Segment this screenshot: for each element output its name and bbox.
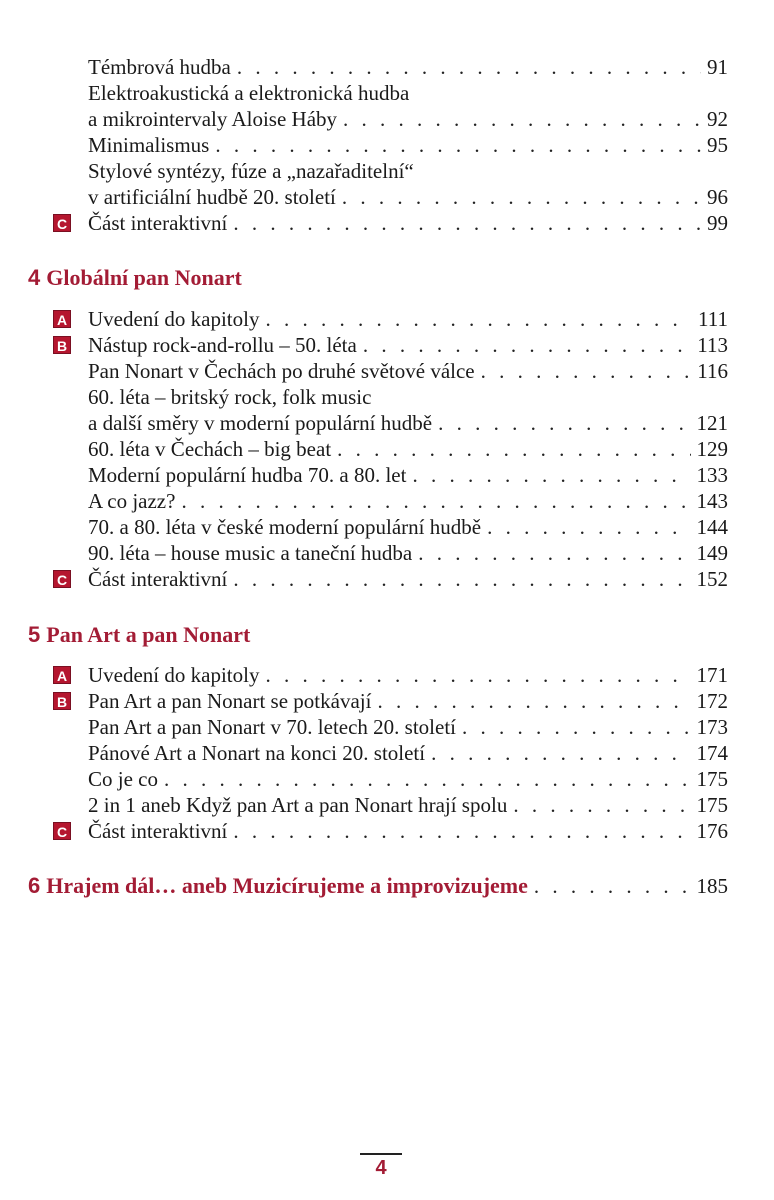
entry-title: Uvedení do kapitoly xyxy=(88,307,260,331)
dot-leader xyxy=(363,332,691,358)
section-c-badge: C xyxy=(53,214,71,232)
entry-title-line: 60. léta – britský rock, folk music xyxy=(88,385,372,409)
dot-leader xyxy=(343,106,701,132)
toc-entry xyxy=(88,436,728,462)
chapter-heading xyxy=(28,621,250,649)
dot-leader xyxy=(462,714,690,740)
entry-page: 95 xyxy=(707,133,728,157)
dot-leader xyxy=(233,818,690,844)
entry-page: 92 xyxy=(707,107,728,131)
toc-entry xyxy=(88,740,728,766)
dot-leader xyxy=(237,54,701,80)
chapter-heading xyxy=(28,264,242,292)
entry-title: Pan Nonart v Čechách po druhé světové válce xyxy=(88,359,475,383)
entry-page: 176 xyxy=(696,819,728,843)
toc-entry xyxy=(88,566,728,592)
section-b-badge: B xyxy=(53,692,71,710)
chapter-heading-entry xyxy=(28,872,728,900)
dot-leader xyxy=(337,436,690,462)
toc-entry xyxy=(88,488,728,514)
entry-title: Pánové Art a Nonart na konci 20. století xyxy=(88,741,426,765)
dot-leader xyxy=(377,688,690,714)
toc-entry xyxy=(88,332,728,358)
entry-page: 173 xyxy=(696,715,728,739)
footer-rule xyxy=(360,1153,402,1155)
entry-title: 2 in 1 aneb Když pan Art a pan Nonart hrají spolu xyxy=(88,793,508,817)
section-b-badge: B xyxy=(53,336,71,354)
dot-leader xyxy=(181,488,690,514)
toc-entry xyxy=(88,766,728,792)
toc-entry xyxy=(88,54,728,80)
section-a-badge: A xyxy=(53,310,71,328)
entry-page: 143 xyxy=(696,489,728,513)
dot-leader xyxy=(265,306,692,332)
toc-entry xyxy=(88,462,728,488)
dot-leader xyxy=(534,872,691,900)
dot-leader xyxy=(487,514,690,540)
toc-entry xyxy=(88,210,728,236)
chapter-number: 4 xyxy=(28,265,41,290)
section-a-badge: A xyxy=(53,666,71,684)
toc-entry xyxy=(88,662,728,688)
section-c-badge: C xyxy=(53,570,71,588)
page-number: 4 xyxy=(375,1157,387,1179)
entry-title: Pan Art a pan Nonart v 70. letech 20. století xyxy=(88,715,457,739)
toc-entry xyxy=(88,132,728,158)
dot-leader xyxy=(342,184,701,210)
entry-page: 111 xyxy=(698,307,728,331)
entry-page: 185 xyxy=(696,874,728,898)
entry-page: 129 xyxy=(696,437,728,461)
entry-page: 174 xyxy=(696,741,728,765)
entry-page: 149 xyxy=(696,541,728,565)
dot-leader xyxy=(481,358,692,384)
dot-leader xyxy=(265,662,690,688)
entry-title: Témbrová hudba xyxy=(88,55,231,79)
entry-title: Pan Art a pan Nonart se potkávají xyxy=(88,689,372,713)
entry-title: v artificiální hudbě 20. století xyxy=(88,185,336,209)
dot-leader xyxy=(438,410,690,436)
chapter-number: 5 xyxy=(28,622,41,647)
entry-title: Část interaktivní xyxy=(88,819,228,843)
entry-page: 113 xyxy=(697,333,728,357)
dot-leader xyxy=(418,540,690,566)
entry-page: 175 xyxy=(696,793,728,817)
entry-page: 133 xyxy=(696,463,728,487)
dot-leader xyxy=(233,210,701,236)
toc-entry xyxy=(88,540,728,566)
entry-page: 96 xyxy=(707,185,728,209)
chapter-heading xyxy=(28,872,528,900)
entry-page: 172 xyxy=(696,689,728,713)
entry-title-line: Elektroakustická a elektronická hudba xyxy=(88,81,410,105)
entry-page: 175 xyxy=(696,767,728,791)
dot-leader xyxy=(233,566,690,592)
entry-page: 116 xyxy=(697,359,728,383)
entry-page: 99 xyxy=(707,211,728,235)
entry-page: 121 xyxy=(696,411,728,435)
entry-title: 70. a 80. léta v české moderní populární hudbě xyxy=(88,515,482,539)
entry-title: Uvedení do kapitoly xyxy=(88,663,260,687)
entry-title: Část interaktivní xyxy=(88,211,228,235)
dot-leader xyxy=(513,792,690,818)
entry-title: Část interaktivní xyxy=(88,567,228,591)
entry-title: 90. léta – house music a taneční hudba xyxy=(88,541,413,565)
entry-page: 144 xyxy=(696,515,728,539)
entry-title: 60. léta v Čechách – big beat xyxy=(88,437,332,461)
entry-title: Co je co xyxy=(88,767,158,791)
chapter-title: Globální pan Nonart xyxy=(46,265,242,290)
chapter-number: 6 xyxy=(28,873,41,898)
toc-entry xyxy=(88,818,728,844)
entry-title: a další směry v moderní populární hudbě xyxy=(88,411,433,435)
dot-leader xyxy=(431,740,690,766)
entry-title: Moderní populární hudba 70. a 80. let xyxy=(88,463,407,487)
toc-entry xyxy=(88,306,728,332)
toc-entry xyxy=(88,714,728,740)
dot-leader xyxy=(412,462,690,488)
entry-page: 91 xyxy=(707,55,728,79)
section-c-badge: C xyxy=(53,822,71,840)
dot-leader xyxy=(164,766,691,792)
entry-title: A co jazz? xyxy=(88,489,176,513)
entry-page: 171 xyxy=(696,663,728,687)
toc-entry xyxy=(88,184,728,210)
toc-entry xyxy=(88,106,728,132)
entry-title: Nástup rock-and-rollu – 50. léta xyxy=(88,333,357,357)
entry-title: a mikrointervaly Aloise Háby xyxy=(88,107,338,131)
toc-entry xyxy=(88,358,728,384)
entry-page: 152 xyxy=(696,567,728,591)
toc-entry xyxy=(88,792,728,818)
dot-leader xyxy=(215,132,701,158)
toc-entry xyxy=(88,688,728,714)
entry-title-line: Stylové syntézy, fúze a „nazařaditelní“ xyxy=(88,159,414,183)
chapter-title: Hrajem dál… aneb Muzicírujeme a improvizujeme xyxy=(46,873,528,898)
entry-title: Minimalismus xyxy=(88,133,210,157)
chapter-title: Pan Art a pan Nonart xyxy=(46,622,251,647)
toc-entry xyxy=(88,514,728,540)
toc-entry xyxy=(88,410,728,436)
